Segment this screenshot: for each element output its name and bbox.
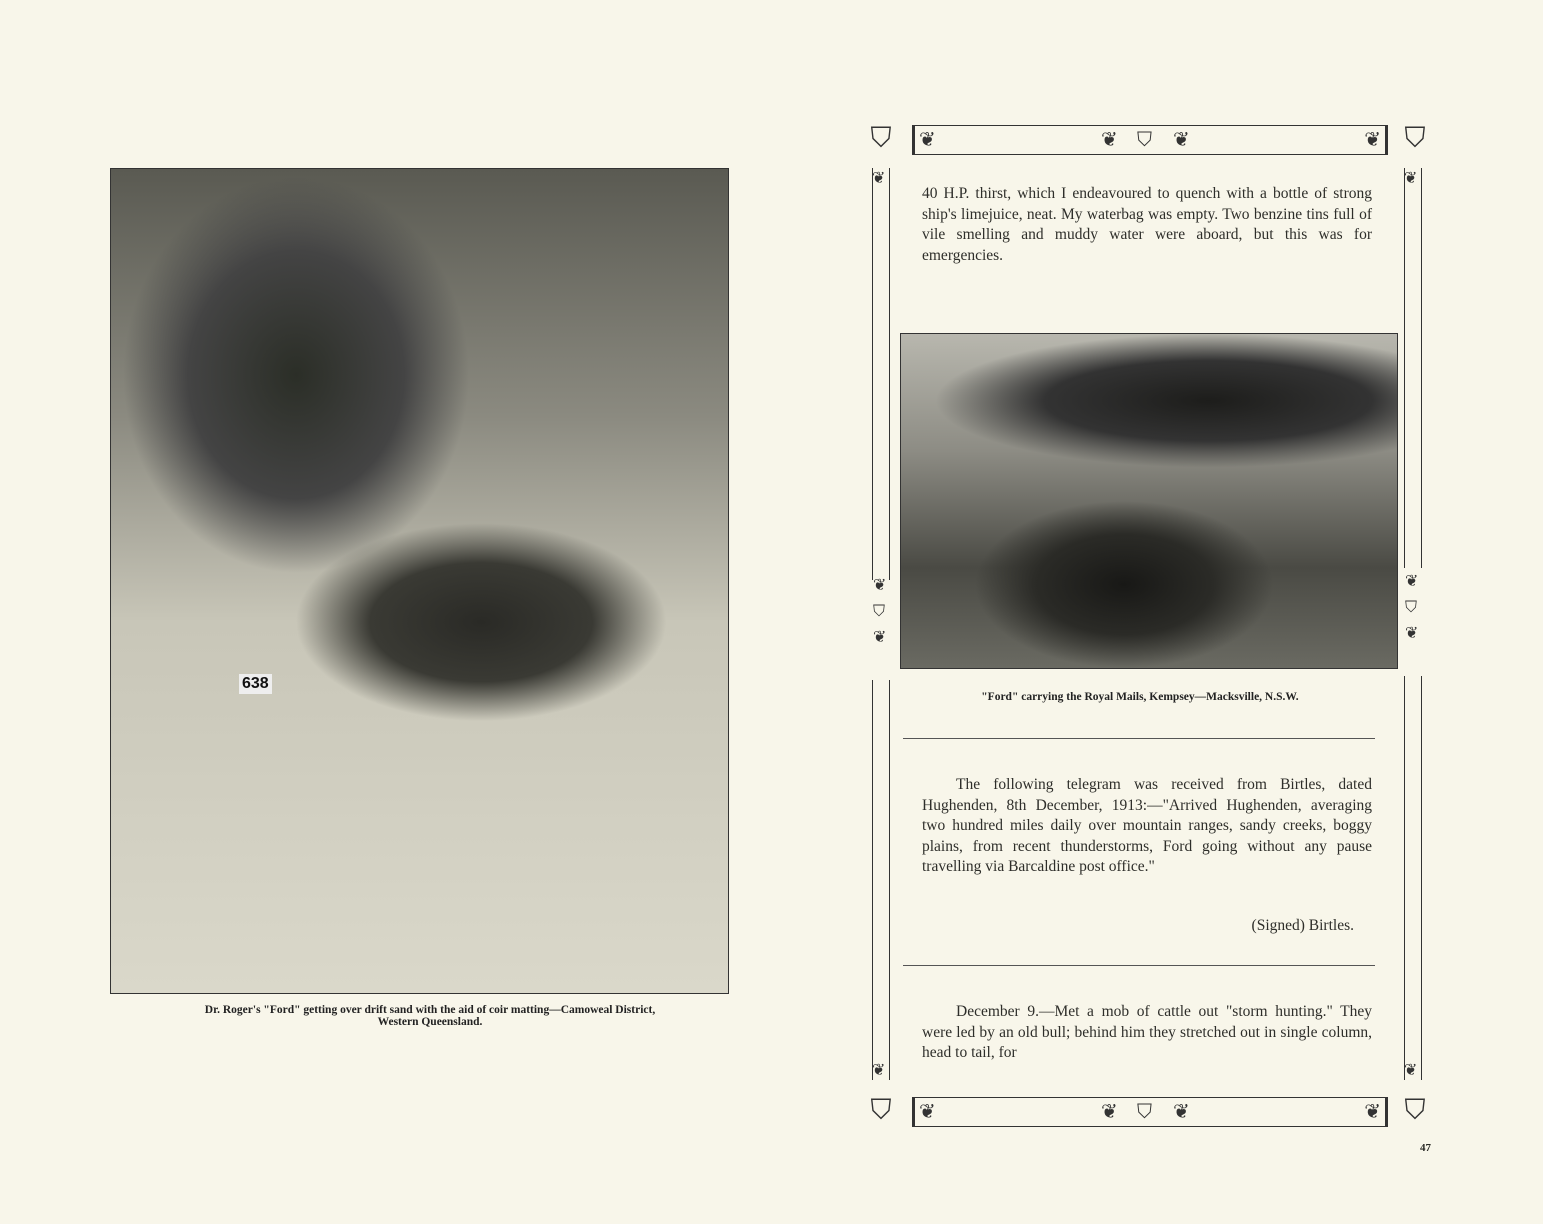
leaf-ornament-icon: ❦: [1404, 168, 1418, 187]
leaf-ornament-icon: ❦: [1364, 1099, 1381, 1123]
leaf-ornament-icon: ❦: [1173, 1099, 1190, 1123]
paragraph-body: —Met a mob of cattle out "storm hunting." They were led by an old bull; behind him they stretched out in single column, head to tail, for: [922, 1003, 1372, 1062]
page-number: 47: [1420, 1142, 1431, 1154]
book-ornament-icon: ⛉: [1404, 1093, 1426, 1126]
book-ornament-icon: ⛉: [1137, 1099, 1152, 1123]
left-border-upper: [872, 168, 890, 580]
leaf-ornament-icon: ❦: [919, 127, 936, 151]
date-lead: December 9.: [956, 1003, 1039, 1020]
leaf-ornament-icon: ❦: [872, 168, 886, 187]
leaf-ornament-icon: ❦: [872, 1060, 886, 1079]
paragraph-telegram: The following telegram was received from Birtles, dated Hughenden, 8th December, 1913:—"Arrived Hughenden, averaging two hundred miles daily over mountain ranges, sandy creeks, boggy plains, from recent thunderstorms, Ford going without any pause travelling via Barcaldine post office.": [922, 776, 1372, 876]
license-plate: 638: [239, 674, 272, 694]
side-ornament-cluster: ❦ ⛉ ❦: [1405, 571, 1419, 642]
left-border-lower: [872, 680, 890, 1080]
book-ornament-icon: ⛉: [1137, 127, 1152, 151]
right-border-upper: [1404, 168, 1422, 568]
paragraph-thirst: 40 H.P. thirst, which I endeavoured to quench with a bottle of strong ship's limejuice, neat. My waterbag was empty. Two benzine tins full of vile smelling and muddy water were aboard, but this was for emergencies.: [922, 185, 1372, 264]
leaf-ornament-icon: ❦: [1101, 127, 1118, 151]
header-border: [912, 125, 1388, 155]
footer-border: [912, 1097, 1388, 1127]
left-photo-caption: [80, 1004, 780, 1028]
caption-line-1: Dr. Roger's "Ford" getting over drift sand with the aid of coir matting—Camoweal District,: [204, 1004, 656, 1016]
leaf-ornament-icon: ❦: [1404, 1060, 1418, 1079]
caption-line-2: Western Queensland.: [377, 1016, 483, 1028]
leaf-ornament-icon: ❦: [1101, 1099, 1118, 1123]
divider: [903, 965, 1375, 966]
side-ornament-cluster: ❦ ⛉ ❦: [873, 575, 887, 646]
book-ornament-icon: ⛉: [1404, 121, 1426, 154]
signature: (Signed) Birtles.: [1251, 917, 1354, 934]
book-ornament-icon: ⛉: [870, 1093, 892, 1126]
book-ornament-icon: ⛉: [870, 121, 892, 154]
right-photo-caption: "Ford" carrying the Royal Mails, Kempsey—Macksville, N.S.W.: [981, 691, 1299, 703]
leaf-ornament-icon: ❦: [1364, 127, 1381, 151]
photo-ford-royal-mails: [900, 333, 1398, 669]
leaf-ornament-icon: ❦: [1173, 127, 1190, 151]
photo-ford-drift-sand: [110, 168, 729, 994]
right-border-lower: [1404, 676, 1422, 1080]
leaf-ornament-icon: ❦: [919, 1099, 936, 1123]
divider: [903, 738, 1375, 739]
paragraph-december-9: [922, 1002, 1372, 1064]
